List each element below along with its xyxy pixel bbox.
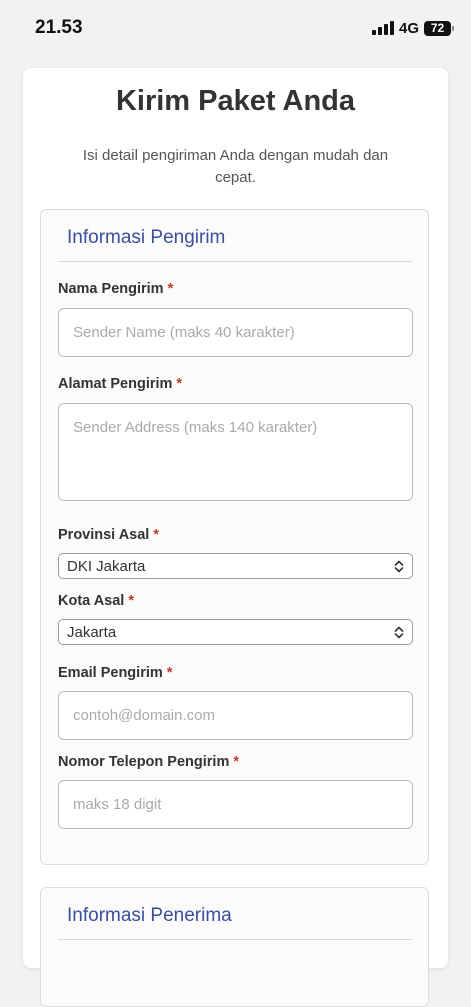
- battery-level: 72: [430, 21, 445, 35]
- select-chevron-icon: [394, 560, 404, 573]
- origin-province-label: Provinsi Asal *: [58, 527, 159, 543]
- signal-icon: [372, 21, 394, 35]
- sender-name-label: Nama Pengirim *: [58, 281, 174, 297]
- select-chevron-icon: [394, 626, 404, 639]
- sender-phone-label: Nomor Telepon Pengirim *: [58, 754, 239, 770]
- origin-city-label: Kota Asal *: [58, 593, 134, 609]
- status-bar: [0, 0, 471, 58]
- sender-address-label: Alamat Pengirim *: [58, 376, 183, 392]
- sender-section-title: Informasi Pengirim: [67, 227, 226, 248]
- origin-city-select[interactable]: [58, 619, 413, 645]
- origin-province-value: DKI Jakarta: [67, 557, 146, 575]
- required-marker: *: [176, 376, 183, 392]
- required-marker: *: [233, 754, 239, 770]
- required-marker: *: [167, 281, 174, 297]
- sender-phone-input[interactable]: [58, 780, 413, 829]
- status-time: 21.53: [35, 17, 83, 38]
- battery-icon: [424, 21, 451, 36]
- receiver-section: [40, 887, 429, 1007]
- sender-email-label: Email Pengirim *: [58, 665, 173, 681]
- required-marker: *: [153, 527, 159, 543]
- page-subtitle: Isi detail pengiriman Anda dengan mudah dan cepat.: [82, 147, 389, 186]
- section-divider: [58, 261, 412, 262]
- sender-address-input[interactable]: [58, 403, 413, 501]
- receiver-section-title: Informasi Penerima: [67, 905, 232, 926]
- page-title: Kirim Paket Anda: [115, 85, 356, 117]
- origin-province-select[interactable]: [58, 553, 413, 579]
- status-indicators: [372, 19, 451, 37]
- network-type: 4G: [398, 19, 419, 37]
- sender-email-input[interactable]: [58, 691, 413, 740]
- required-marker: *: [166, 665, 173, 681]
- shipping-form-card: [23, 68, 448, 968]
- required-marker: *: [128, 593, 134, 609]
- sender-name-input[interactable]: [58, 308, 413, 357]
- sender-section: [40, 209, 429, 865]
- section-divider: [58, 939, 412, 940]
- origin-city-value: Jakarta: [67, 623, 117, 641]
